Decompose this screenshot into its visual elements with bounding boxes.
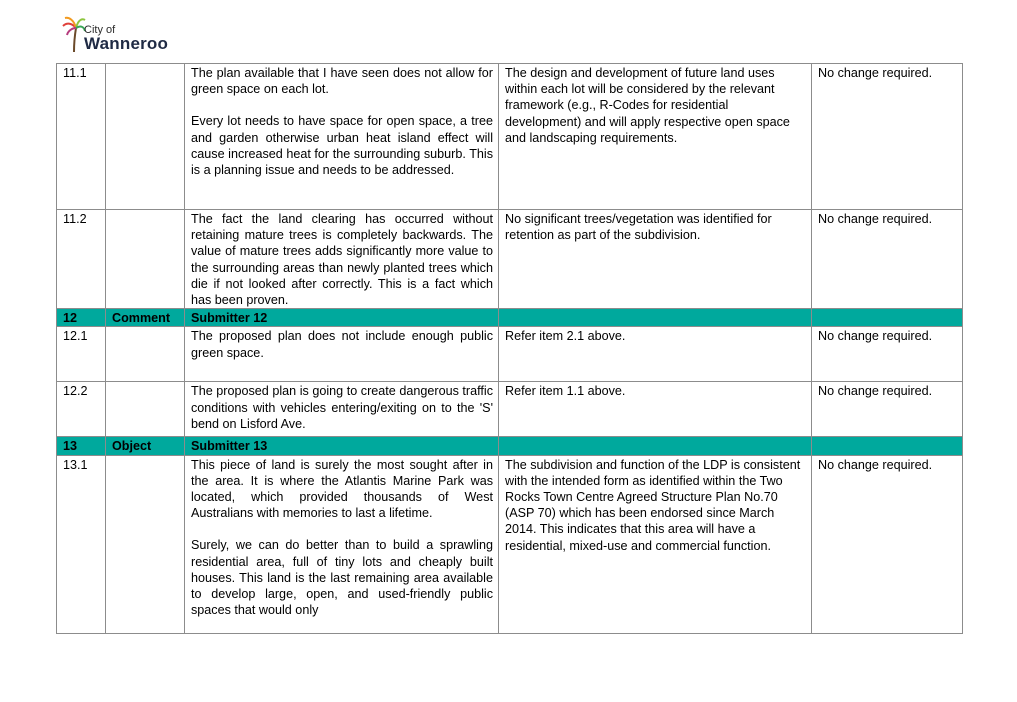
table-row	[57, 382, 963, 437]
comment-paragraph: The plan available that I have seen does not allow for green space on each lot.	[191, 66, 493, 97]
outcome: No change required.	[812, 327, 963, 382]
item-number: 11.1	[57, 64, 106, 210]
table-row	[57, 455, 963, 633]
submission-comment	[185, 64, 499, 210]
submitter-header-row	[57, 437, 963, 455]
section-blank	[499, 437, 812, 455]
item-number: 11.2	[57, 210, 106, 309]
item-number: 13.1	[57, 455, 106, 633]
city-logo	[62, 14, 182, 56]
section-blank	[812, 437, 963, 455]
comment-paragraph: This piece of land is surely the most sought after in the area. It is where the Atlantis Marine Park was located, which provided thousands of West Australians with memories to last a lifetime.	[191, 457, 493, 521]
administration-response: Refer item 1.1 above.	[499, 382, 812, 437]
submissions-table	[56, 63, 963, 634]
comment-paragraph: Every lot needs to have space for open space, a tree and garden otherwise urban heat island effect will cause increased heat for the surrounding suburb. This is a planning issue and needs to be addressed.	[191, 114, 493, 178]
administration-response: Refer item 2.1 above.	[499, 327, 812, 382]
submission-comment: The proposed plan is going to create dangerous traffic conditions with vehicles entering/exiting on to the 'S' bend on Lisford Ave.	[185, 382, 499, 437]
table-row	[57, 64, 963, 210]
administration-response: The subdivision and function of the LDP is consistent with the intended form as identified within the Two Rocks Town Centre Agreed Structure Plan No.70 (ASP 70) which has been endorsed since March 2014. This indicates that this area will have a residential, mixed-use and commercial function.	[499, 455, 812, 633]
outcome: No change required.	[812, 382, 963, 437]
palm-tree-icon	[62, 14, 86, 54]
administration-response: No significant trees/vegetation was identified for retention as part of the subdivision.	[499, 210, 812, 309]
submitter-type: Object	[106, 437, 185, 455]
section-blank	[812, 309, 963, 327]
submission-type	[106, 327, 185, 382]
administration-response: The design and development of future land uses within each lot will be considered by the relevant framework (e.g., R-Codes for residential development) and will apply respective open space and landscaping requirements.	[499, 64, 812, 210]
table-row	[57, 210, 963, 309]
submitter-type: Comment	[106, 309, 185, 327]
submission-comment	[185, 455, 499, 633]
submission-type	[106, 210, 185, 309]
outcome: No change required.	[812, 64, 963, 210]
submission-type	[106, 382, 185, 437]
logo-city-of-text: City of	[84, 24, 116, 36]
submission-type	[106, 64, 185, 210]
outcome: No change required.	[812, 210, 963, 309]
submitter-number: 13	[57, 437, 106, 455]
logo-wanneroo-text: Wanneroo	[84, 34, 169, 53]
submitter-number: 12	[57, 309, 106, 327]
comment-paragraph: Surely, we can do better than to build a sprawling residential area, full of tiny lots and cheaply built houses. This land is the last remaining area available to develop large, open, and used-friendly public spaces that would only	[191, 538, 493, 618]
item-number: 12.2	[57, 382, 106, 437]
section-blank	[499, 309, 812, 327]
item-number: 12.1	[57, 327, 106, 382]
submitter-header-row	[57, 309, 963, 327]
submission-comment: The fact the land clearing has occurred without retaining mature trees is completely backwards. The value of mature trees adds significantly more value to the surrounding areas than newly planted trees which die if not looked after correctly. This is a fact which has been proven.	[185, 210, 499, 309]
submitter-title: Submitter 13	[185, 437, 499, 455]
submission-comment: The proposed plan does not include enough public green space.	[185, 327, 499, 382]
submission-type	[106, 455, 185, 633]
submitter-title: Submitter 12	[185, 309, 499, 327]
outcome: No change required.	[812, 455, 963, 633]
table-row	[57, 327, 963, 382]
